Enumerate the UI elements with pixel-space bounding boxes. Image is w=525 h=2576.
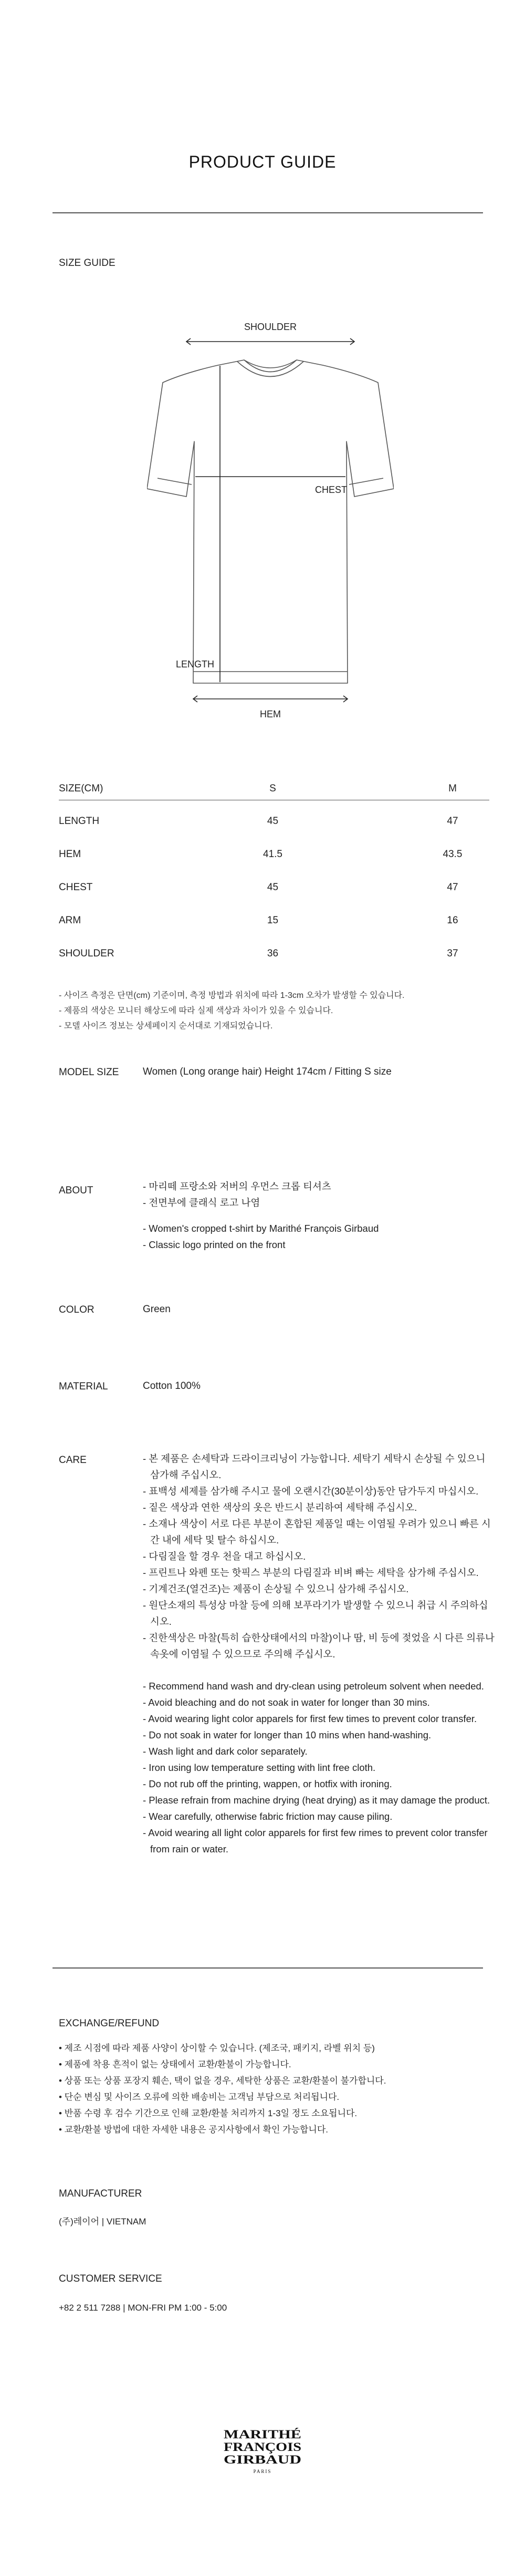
cell-s: 45 bbox=[267, 815, 279, 827]
care-line: - Avoid wearing light color apparels for first few times to prevent color transfer. bbox=[143, 1713, 477, 1724]
about-label: ABOUT bbox=[59, 1185, 93, 1196]
size-table-header bbox=[59, 778, 489, 800]
note-line: - 모델 사이즈 정보는 상세페이지 순서대로 기재되었습니다. bbox=[59, 1022, 273, 1031]
row-label: LENGTH bbox=[59, 815, 100, 827]
care-line: - Avoid wearing all light color apparels for first few rimes to prevent color transfer from rain or water. bbox=[143, 1827, 488, 1854]
care-line: - 표백성 세제를 삼가해 주시고 물에 오랜시간(30분이상)동안 담가두지 마십시오. bbox=[143, 1486, 479, 1497]
care-line: - Avoid bleaching and do not soak in water for longer than 30 mins. bbox=[143, 1697, 430, 1708]
header-m: M bbox=[416, 778, 489, 800]
page-title: PRODUCT GUIDE bbox=[188, 152, 337, 171]
row-label: CHEST bbox=[59, 881, 93, 893]
cell-s: 41.5 bbox=[263, 848, 282, 860]
cell-s: 15 bbox=[267, 914, 279, 926]
length-label: LENGTH bbox=[176, 659, 215, 669]
cell-m: 37 bbox=[447, 947, 458, 959]
cell-m: 47 bbox=[447, 815, 458, 827]
shoulder-label: SHOULDER bbox=[244, 322, 297, 332]
row-label: HEM bbox=[59, 848, 81, 860]
exchange-line: • 교환/환불 방법에 대한 자세한 내용은 공지사항에서 확인 가능합니다. bbox=[59, 2125, 328, 2135]
divider bbox=[52, 212, 483, 213]
material-label: MATERIAL bbox=[59, 1381, 108, 1392]
divider bbox=[52, 1967, 483, 1969]
brand-logo bbox=[220, 2426, 304, 2476]
care-line: - 짙은 색상과 연한 색상의 옷은 반드시 분리하여 세탁해 주십시오. bbox=[143, 1502, 417, 1513]
table-row bbox=[59, 871, 489, 904]
care-line: - 원단소재의 특성상 마찰 등에 의해 보푸라기가 발생할 수 있으니 취급 시 주의하십시오. bbox=[143, 1600, 488, 1627]
note-line: - 사이즈 측정은 단면(cm) 기준이며, 측정 방법과 위치에 따라 1-3cm 오차가 발생할 수 있습니다. bbox=[59, 991, 405, 1000]
row-label: SHOULDER bbox=[59, 947, 114, 959]
exchange-label: EXCHANGE/REFUND bbox=[59, 2018, 160, 2029]
about-line: - 전면부에 클래식 로고 나염 bbox=[143, 1197, 260, 1208]
row-label: ARM bbox=[59, 914, 81, 926]
care-line: - Do not rub off the printing, wappen, or hotfix with ironing. bbox=[143, 1778, 392, 1789]
note-line: - 제품의 색상은 모니터 해상도에 따라 실제 색상과 차이가 있을 수 있습니다. bbox=[59, 1006, 333, 1015]
care-line: - 프린트나 와펜 또는 핫픽스 부분의 다림질과 비벼 빠는 세탁을 삼가해 주십시오. bbox=[143, 1567, 479, 1578]
exchange-line: • 상품 또는 상품 포장지 훼손, 택이 없을 경우, 세탁한 상품은 교환/환불이 불가합니다. bbox=[59, 2076, 386, 2086]
header-s: S bbox=[130, 778, 416, 800]
care-text bbox=[143, 1450, 495, 1857]
chest-label: CHEST bbox=[315, 485, 348, 495]
header-size: SIZE(CM) bbox=[59, 778, 130, 800]
exchange-line: • 단순 변심 및 사이즈 오류에 의한 배송비는 고객님 부담으로 처리됩니다. bbox=[59, 2092, 340, 2102]
care-line: - 본 제품은 손세탁과 드라이크리닝이 가능합니다. 세탁기 세탁시 손상될 수 있으니 삼가해 주십시오. bbox=[143, 1453, 486, 1480]
care-line: - Iron using low temperature setting with lint free cloth. bbox=[143, 1762, 376, 1773]
about-line: - Classic logo printed on the front bbox=[143, 1239, 286, 1250]
exchange-text bbox=[59, 2040, 386, 2138]
exchange-line: • 반품 수령 후 검수 기간으로 인해 교환/환불 처리까지 1-3일 정도 소요됩니다. bbox=[59, 2108, 358, 2118]
model-size-label: MODEL SIZE bbox=[59, 1067, 119, 1078]
size-guide-label: SIZE GUIDE bbox=[59, 257, 116, 269]
table-row bbox=[59, 937, 489, 970]
cell-m: 47 bbox=[447, 881, 458, 893]
care-label: CARE bbox=[59, 1455, 87, 1466]
size-notes bbox=[59, 988, 405, 1034]
tshirt-outline bbox=[147, 360, 394, 683]
logo-line-2: FRANÇOIS bbox=[224, 2440, 301, 2454]
care-line: - Wash light and dark color separately. bbox=[143, 1746, 308, 1757]
hem-label: HEM bbox=[260, 709, 281, 719]
care-line: - Wear carefully, otherwise fabric friction may cause piling. bbox=[143, 1811, 393, 1822]
care-line: - 진한색상은 마찰(특히 습한상태에서의 마찰)이나 땀, 비 등에 젖었을 시 다른 의류나 속옷에 이염될 수 있으므로 주의해 주십시오. bbox=[143, 1632, 495, 1660]
cell-s: 36 bbox=[267, 947, 279, 959]
cell-m: 43.5 bbox=[443, 848, 463, 860]
care-line: - Recommend hand wash and dry-clean using petroleum solvent when needed. bbox=[143, 1681, 484, 1692]
exchange-line: • 제조 시점에 따라 제품 사양이 상이할 수 있습니다. (제조국, 패키지, 라벨 위치 등) bbox=[59, 2043, 375, 2053]
manufacturer-value: (주)레이어 | VIETNAM bbox=[59, 2217, 146, 2227]
material-value: Cotton 100% bbox=[143, 1380, 201, 1392]
logo-line-1: MARITHÉ bbox=[224, 2428, 301, 2441]
table-row bbox=[59, 904, 489, 937]
table-row bbox=[59, 838, 489, 871]
logo-line-4: PARIS bbox=[253, 2469, 272, 2474]
care-line: - 기계건조(열건조)는 제품이 손상될 수 있으니 삼가해 주십시오. bbox=[143, 1583, 409, 1594]
about-line: - Women's cropped t-shirt by Marithé François Girbaud bbox=[143, 1223, 379, 1234]
about-text bbox=[143, 1178, 379, 1253]
care-line: - Please refrain from machine drying (heat drying) as it may damage the product. bbox=[143, 1795, 490, 1806]
manufacturer-label: MANUFACTURER bbox=[59, 2188, 142, 2199]
care-line: - 다림질을 할 경우 천을 대고 하십시오. bbox=[143, 1551, 306, 1562]
exchange-line: • 제품에 착용 흔적이 없는 상태에서 교환/환불이 가능합니다. bbox=[59, 2059, 291, 2069]
customer-service-value: +82 2 511 7288 | MON-FRI PM 1:00 - 5:00 bbox=[59, 2303, 227, 2313]
care-line: - 소재나 색상이 서로 다른 부분이 혼합된 제품일 때는 이염될 우려가 있으니 빠른 시간 내에 세탁 및 탈수 하십시오. bbox=[143, 1518, 491, 1545]
table-row bbox=[59, 800, 489, 838]
care-line: - Do not soak in water for longer than 10 mins when hand-washing. bbox=[143, 1729, 432, 1740]
about-line: - 마리떼 프랑소와 저버의 우먼스 크롭 티셔츠 bbox=[143, 1181, 331, 1192]
cell-m: 16 bbox=[447, 914, 458, 926]
size-table bbox=[59, 778, 489, 970]
logo-line-3: GIRBAUD bbox=[224, 2453, 301, 2466]
tshirt-measurement-diagram bbox=[147, 321, 394, 720]
cell-s: 45 bbox=[267, 881, 279, 893]
color-value: Green bbox=[143, 1304, 171, 1315]
model-size-value: Women (Long orange hair) Height 174cm / Fitting S size bbox=[143, 1066, 392, 1077]
color-label: COLOR bbox=[59, 1304, 94, 1315]
customer-service-label: CUSTOMER SERVICE bbox=[59, 2273, 162, 2284]
tshirt-neckline bbox=[244, 360, 297, 372]
